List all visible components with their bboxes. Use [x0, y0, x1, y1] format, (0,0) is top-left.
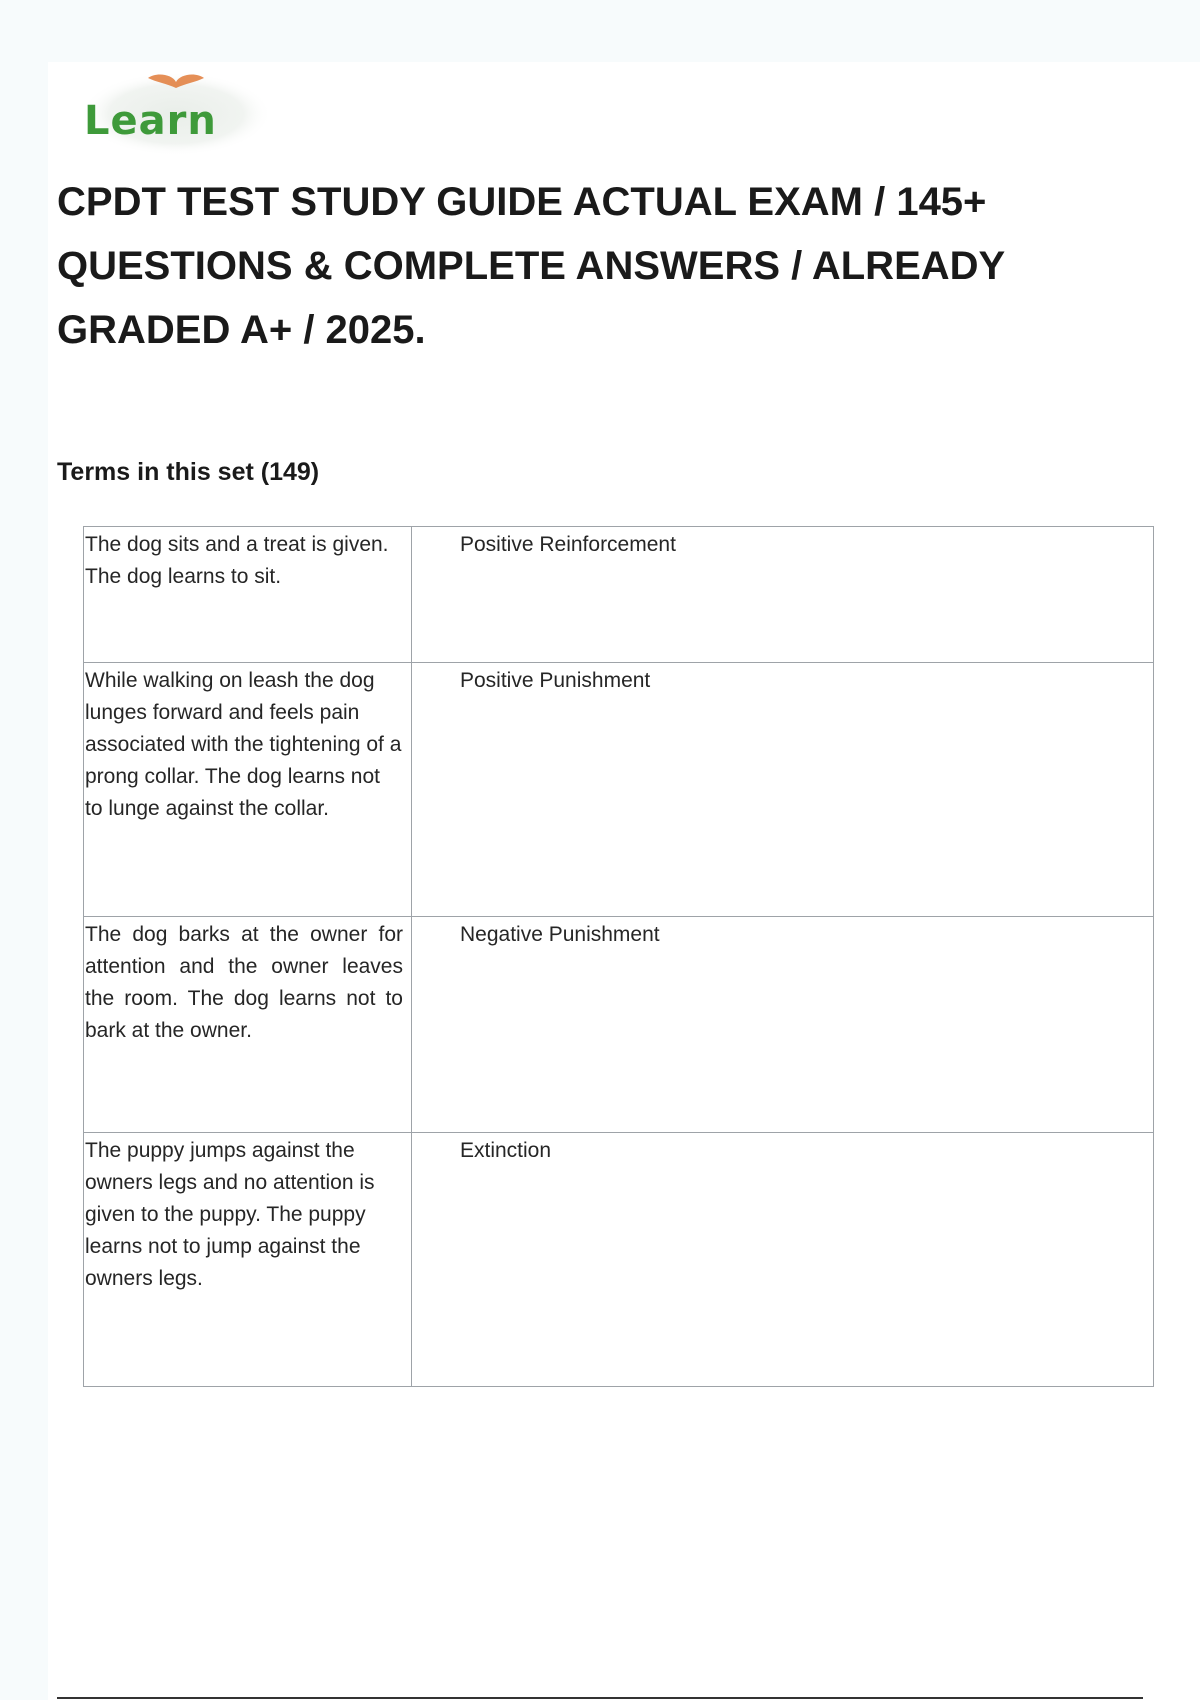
term-row [84, 527, 1154, 663]
term-text: The dog sits and a treat is given. The dog learns to sit. [84, 527, 412, 663]
footer-divider [57, 1697, 1143, 1699]
term-row [84, 1133, 1154, 1387]
term-row [84, 663, 1154, 917]
definition-text: Extinction [412, 1133, 1154, 1387]
terms-heading: Terms in this set (149) [57, 458, 320, 486]
term-text: The puppy jumps against the owners legs and no attention is given to the puppy. The puppy learns not to jump against the owners legs. [84, 1133, 412, 1387]
terms-table [83, 526, 1154, 1387]
svg-text:Learn: Learn [84, 98, 217, 144]
definition-text: Negative Punishment [412, 917, 1154, 1133]
definition-text: Positive Punishment [412, 663, 1154, 917]
definition-text: Positive Reinforcement [412, 527, 1154, 663]
term-text: While walking on leash the dog lunges forward and feels pain associated with the tightening of a prong collar. The dog learns not to lunge against the collar. [84, 663, 412, 917]
term-text: The dog barks at the owner for attention and the owner leaves the room. The dog learns not to bark at the owner. [84, 917, 412, 1133]
document-title: CPDT TEST STUDY GUIDE ACTUAL EXAM / 145+ QUESTIONS & COMPLETE ANSWERS / ALREADY GRADED A+ / 2025. [57, 180, 1005, 352]
term-row [84, 917, 1154, 1133]
learn-logo [76, 68, 276, 158]
